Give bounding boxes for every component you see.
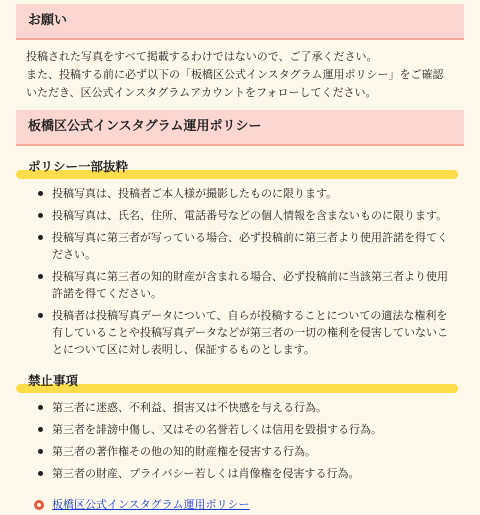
list-item-text: 投稿者は投稿写真データについて、自らが投稿することについての適法な権利を有していることや投稿写真データなどが第三者の一切の権利を侵害していないことについて区に対し表明し、保証するものとします。: [52, 309, 448, 356]
bullet-icon: [38, 313, 43, 318]
bullet-icon: [38, 471, 43, 476]
prohibited-list: [16, 399, 464, 482]
list-item-text: 投稿写真に第三者が写っている場合、必ず投稿前に第三者より使用許諾を得てください。: [52, 231, 448, 261]
list-item-text: 第三者の財産、プライバシー若しくは肖像権を侵害する行為。: [52, 467, 360, 480]
list-item-text: 第三者を誹謗中傷し、又はその名誉若しくは信用を毀損する行為。: [52, 423, 382, 436]
bullet-icon: [38, 274, 43, 279]
bullet-icon: [38, 405, 43, 410]
list-item: [38, 268, 456, 302]
list-item-text: 第三者の著作権その他の知的財産権を侵害する行為。: [52, 445, 316, 458]
request-paragraph-2: また、投稿する前に必ず以下の「板橋区公式インスタグラム運用ポリシー」をご確認いただき、区公式インスタグラムアカウントをフォローしてください。: [26, 68, 444, 99]
request-heading-text: お願い: [28, 12, 68, 28]
bullet-icon: [38, 427, 43, 432]
list-item: [38, 185, 456, 202]
list-item: [38, 443, 456, 460]
page: [0, 4, 480, 511]
highlight-marker: [16, 384, 458, 393]
list-item: [38, 229, 456, 263]
list-item-text: 投稿写真は、投稿者ご本人様が撮影したものに限ります。: [52, 187, 338, 200]
list-item: [38, 421, 456, 438]
list-item: [38, 399, 456, 416]
list-item-text: 第三者に迷惑、不利益、損害又は不快感を与える行為。: [52, 401, 327, 414]
policy-excerpt-heading-text: ポリシー一部抜粋: [28, 159, 129, 175]
request-heading: [16, 4, 464, 40]
policy-section-heading-text: 板橋区公式インスタグラム運用ポリシー: [28, 118, 262, 134]
list-item: [38, 307, 456, 358]
link-circle-icon: [34, 500, 44, 510]
bullet-icon: [38, 191, 43, 196]
request-body: [16, 48, 464, 102]
list-item-text: 投稿写真に第三者の知的財産が含まれる場合、必ず投稿前に当該第三者より使用許諾を得てください。: [52, 270, 448, 300]
policy-section-heading: [16, 110, 464, 146]
list-item: [38, 465, 456, 482]
bullet-icon: [38, 449, 43, 454]
list-item: [38, 207, 456, 224]
policy-link-row: [16, 496, 464, 515]
prohibited-heading-text: 禁止事項: [28, 373, 79, 389]
policy-link[interactable]: 板橋区公式インスタグラム運用ポリシー: [52, 498, 250, 511]
policy-list: [16, 185, 464, 358]
prohibited-heading: [16, 368, 464, 394]
request-paragraph-1: 投稿された写真をすべて掲載するわけではないので、ご了承ください。: [26, 50, 378, 63]
list-item-text: 投稿写真は、氏名、住所、電話番号などの個人情報を含まないものに限ります。: [52, 209, 448, 222]
bullet-icon: [38, 235, 43, 240]
policy-excerpt-heading: [16, 154, 464, 180]
bullet-icon: [38, 213, 43, 218]
